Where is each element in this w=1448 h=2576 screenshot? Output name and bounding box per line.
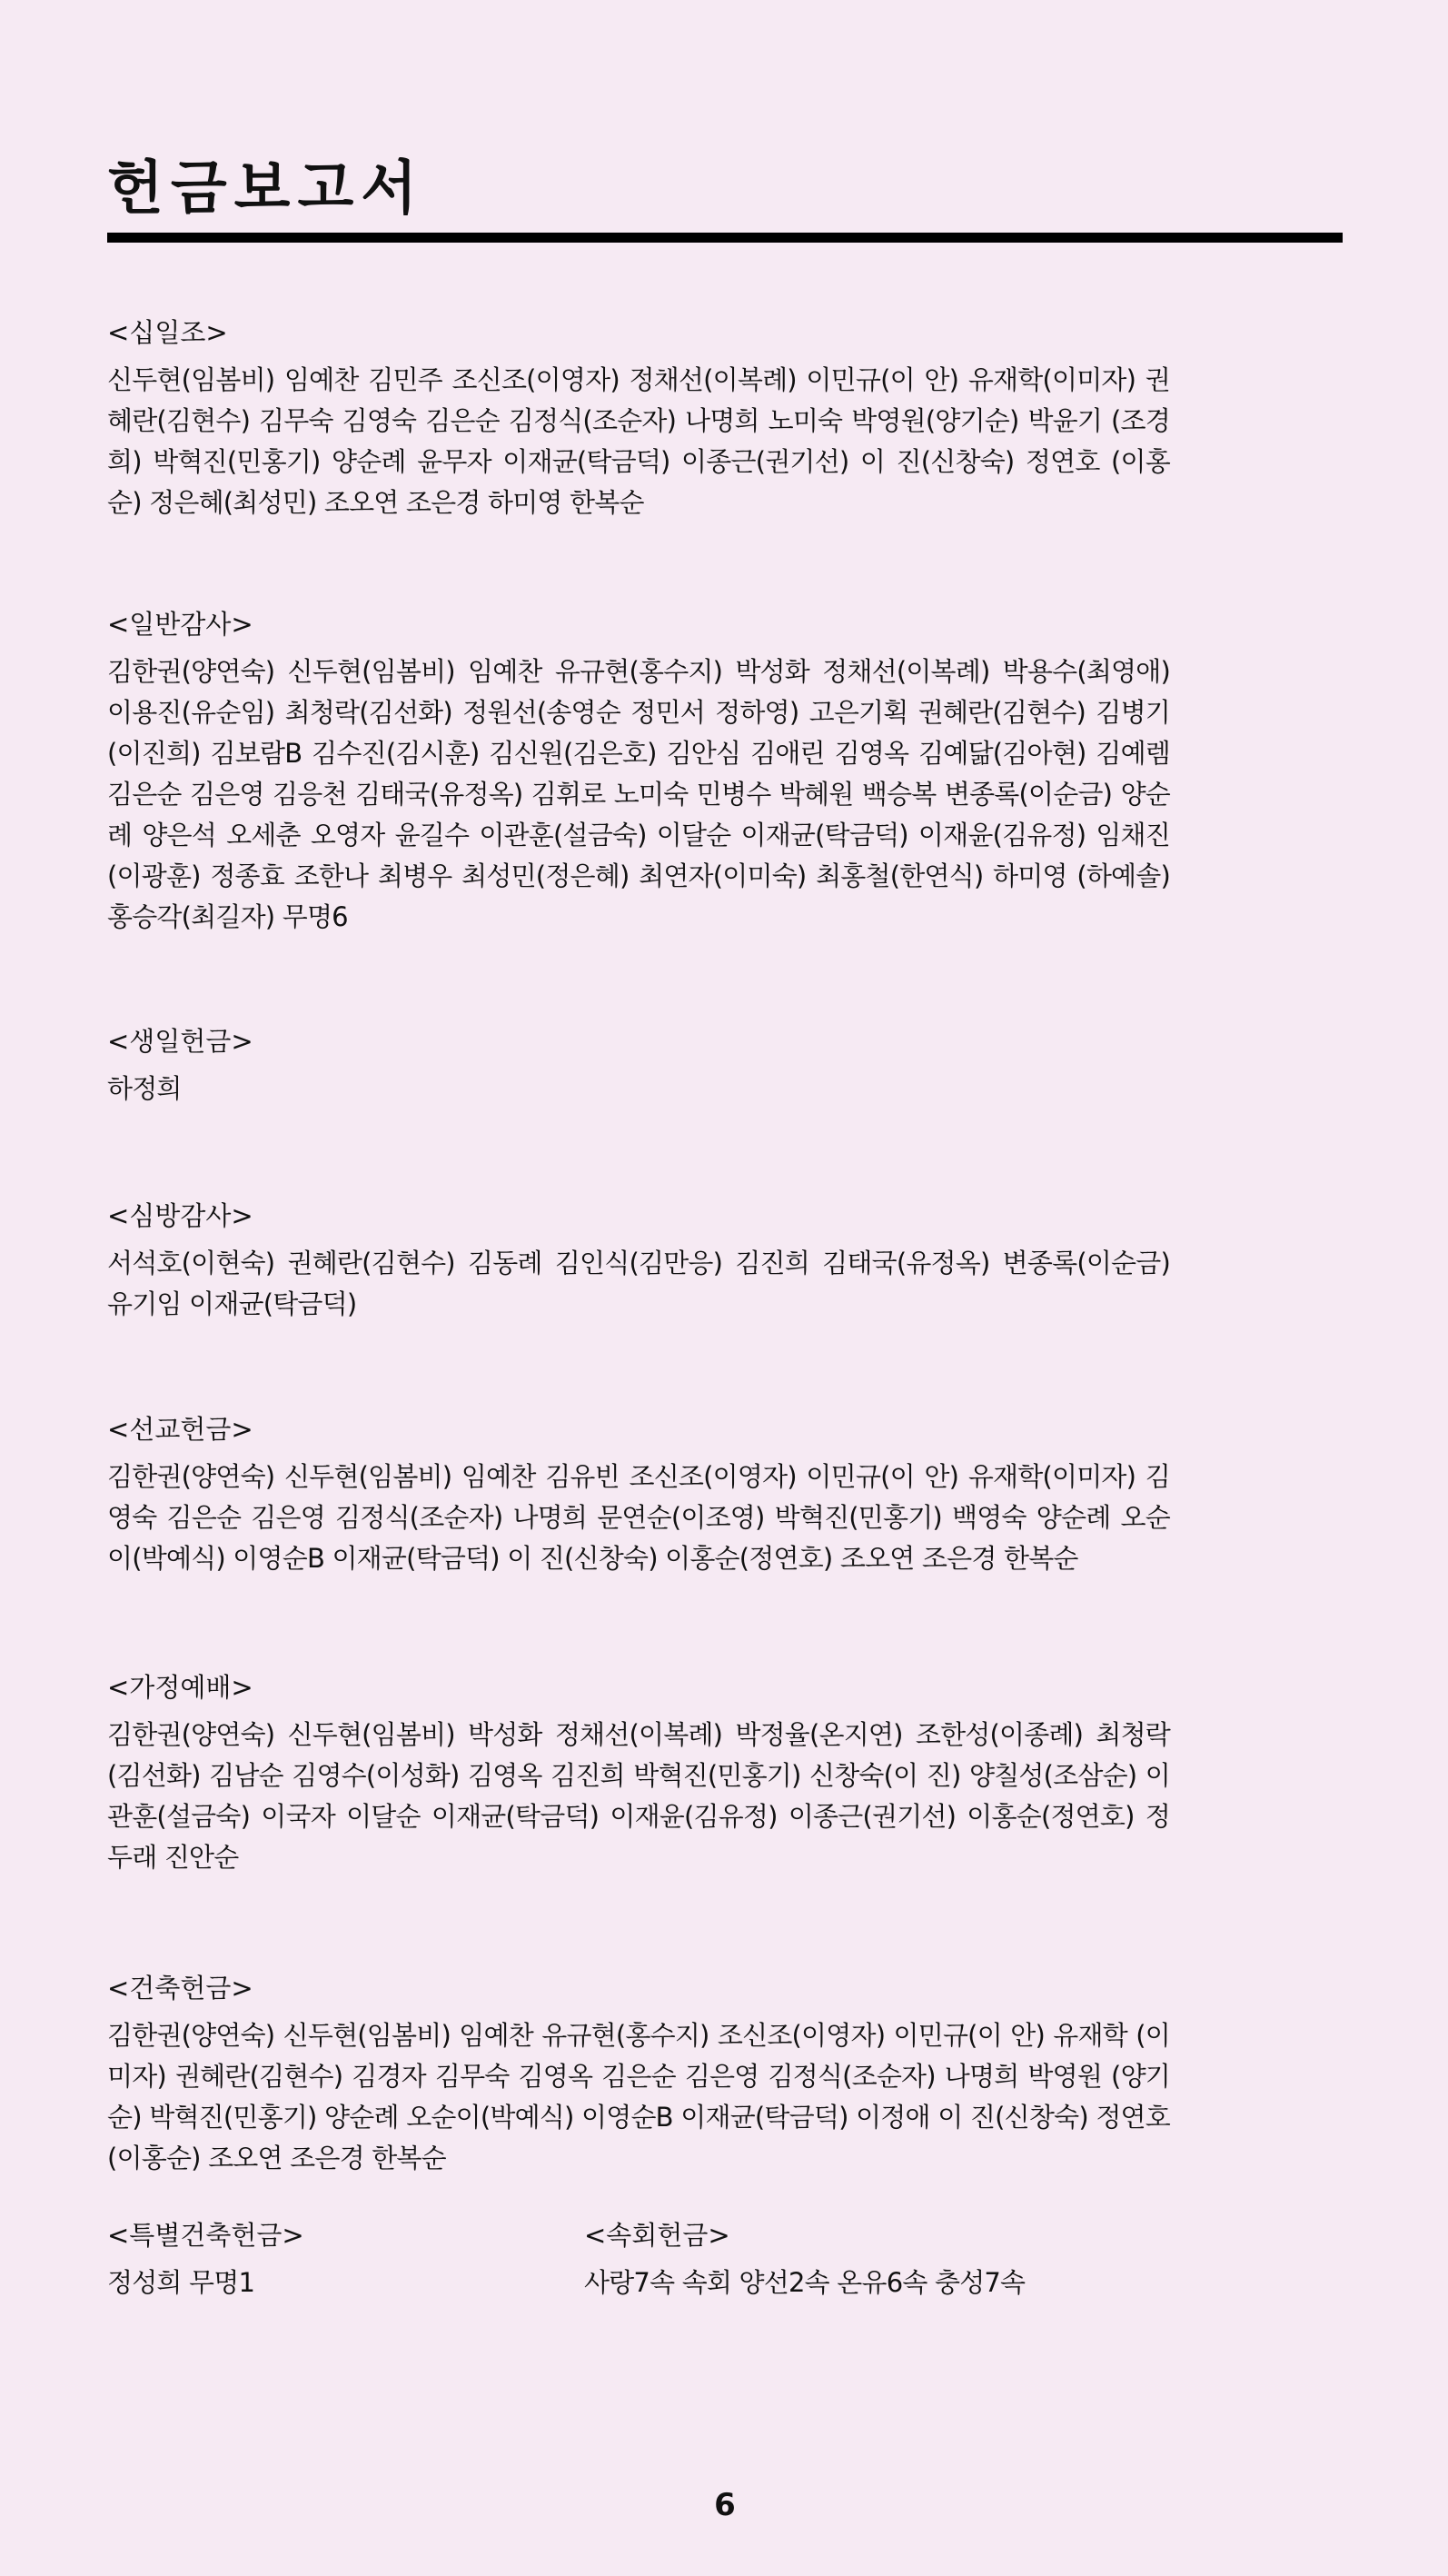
section-heading: <건축헌금> <box>107 1973 253 2004</box>
section-heading: <심방감사> <box>107 1200 253 1231</box>
donor-names: 사랑7속 속회 양선2속 온유6속 충성7속 <box>584 2267 1026 2298</box>
section-heading: <속회헌금> <box>584 2220 730 2251</box>
section-heading: <특별건축헌금> <box>107 2220 304 2251</box>
section-building-offering <box>107 1970 1170 2179</box>
section-mission-offering <box>107 1411 1170 1579</box>
section-heading: <가정예배> <box>107 1672 253 1703</box>
page-title: 헌금보고서 <box>107 155 425 223</box>
section-tithe <box>107 314 1170 523</box>
page-number: 6 <box>714 2487 736 2523</box>
section-heading: <선교헌금> <box>107 1414 253 1445</box>
donor-names: 서석호(이현숙) 권혜란(김현수) 김동례 김인식(김만응) 김진희 김태국(유정옥) 변종록(이순금) 유기임 이재균(탁금덕) <box>107 1248 1170 1319</box>
section-heading: <일반감사> <box>107 609 253 640</box>
section-heading: <생일헌금> <box>107 1026 253 1057</box>
donor-names: 김한권(양연숙) 신두현(임봄비) 임예찬 김유빈 조신조(이영자) 이민규(이 안) 유재학(이미자) 김영숙 김은순 김은영 김정식(조순자) 나명희 문연순(이조영) 박혁진(민홍기) 백영숙 양순례 오순이(박예식) 이영순B 이재균(탁금덕) 이 진(신창숙) 이홍순(정연호) 조오연 조은경 한복순 <box>107 1461 1170 1574</box>
donor-names: 김한권(양연숙) 신두현(임봄비) 박성화 정채선(이복례) 박정율(온지연) 조한성(이종례) 최청락 (김선화) 김남순 김영수(이성화) 김영옥 김진희 박혁진(민홍기) 신창숙(이 진) 양칠성(조삼순) 이관훈(설금숙) 이국자 이달순 이재균(탁금덕) 이재윤(김유정) 이종근(권기선) 이홍순(정연호) 정두래 진안순 <box>107 1719 1170 1873</box>
donor-names: 하정희 <box>107 1073 182 1104</box>
section-birthday-offering <box>107 1023 1170 1109</box>
donor-names: 김한권(양연숙) 신두현(임봄비) 임예찬 유규현(홍수지) 박성화 정채선(이복례) 박용수(최영애) 이용진(유순임) 최청락(김선화) 정원선(송영순 정민서 정하영) 고은기획 권혜란(김현수) 김병기 (이진희) 김보람B 김수진(김시훈) 김신원(김은호) 김안심 김애린 김영옥 김예닮(김아현) 김예렘 김은순 김은영 김응천 김태국(유정옥) 김휘로 노미숙 민병수 박혜원 백승복 변종록(이순금) 양순례 양은석 오세춘 오영자 윤길수 이관훈(설금숙) 이달순 이재균(탁금덕) 이재윤(김유정) 임채진(이광훈) 정종효 조한나 최병우 최성민(정은혜) 최연자(이미숙) 최홍철(한연식) 하미영 (하예솔) 홍승각(최길자) 무명6 <box>107 656 1170 932</box>
section-visitation-thanksgiving <box>107 1198 1170 1325</box>
title-divider <box>107 233 1343 243</box>
section-special-building-offering <box>107 2217 304 2303</box>
section-district-offering <box>584 2217 1025 2303</box>
donor-names: 정성희 무명1 <box>107 2267 255 2298</box>
section-family-worship <box>107 1669 1170 1878</box>
donor-names: 신두현(임봄비) 임예찬 김민주 조신조(이영자) 정채선(이복례) 이민규(이 안) 유재학(이미자) 권혜란(김현수) 김무숙 김영숙 김은순 김정식(조순자) 나명희 노미숙 박영원(양기순) 박윤기 (조경희) 박혁진(민홍기) 양순례 윤무자 이재균(탁금덕) 이종근(권기선) 이 진(신창숙) 정연호 (이홍순) 정은혜(최성민) 조오연 조은경 하미영 한복순 <box>107 364 1170 518</box>
donor-names: 김한권(양연숙) 신두현(임봄비) 임예찬 유규현(홍수지) 조신조(이영자) 이민규(이 안) 유재학 (이미자) 권혜란(김현수) 김경자 김무숙 김영옥 김은순 김은영 김정식(조순자) 나명희 박영원 (양기순) 박혁진(민홍기) 양순례 오순이(박예식) 이영순B 이재균(탁금덕) 이정애 이 진(신창숙) 정연호(이홍순) 조오연 조은경 한복순 <box>107 2020 1170 2173</box>
offering-report-page <box>107 0 1343 2576</box>
section-general-thanksgiving <box>107 606 1170 938</box>
section-heading: <십일조> <box>107 317 228 348</box>
